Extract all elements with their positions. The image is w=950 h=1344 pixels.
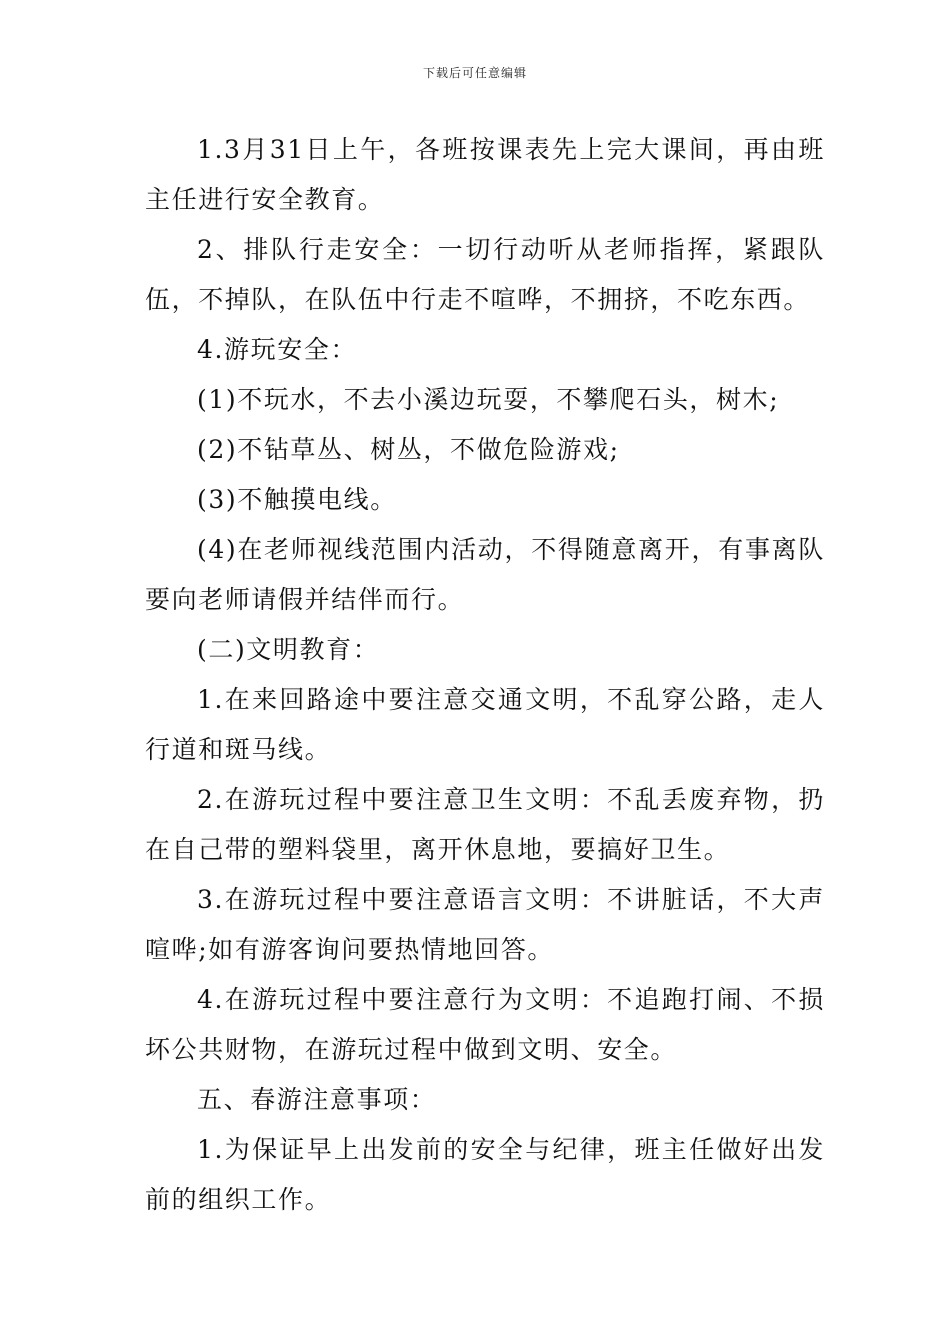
paragraph-play-safety-heading: 4.游玩安全： [197,335,358,364]
document-body [145,125,825,1225]
paragraph-safety-class-time: 1.3月31日上午，各班按课表先上完大课间，再由班主任进行安全教育。 [145,135,825,214]
paragraph-rule-2: (2)不钻草丛、树丛，不做危险游戏; [197,435,620,464]
section-heading-civility: (二)文明教育： [197,635,380,664]
page-header: 下载后可任意编辑 [422,66,527,80]
paragraph-departure-organization: 1.为保证早上出发前的安全与纪律，班主任做好出发前的组织工作。 [145,1135,825,1214]
paragraph-behavior-civility: 4.在游玩过程中要注意行为文明：不追跑打闹、不损坏公共财物，在游玩过程中做到文明、安全。 [145,985,825,1064]
paragraph-walking-safety: 2、排队行走安全：一切行动听从老师指挥，紧跟队伍，不掉队，在队伍中行走不喧哗，不拥挤，不吃东西。 [145,235,825,314]
paragraph-rule-1: (1)不玩水，不去小溪边玩耍，不攀爬石头，树木; [197,385,780,414]
paragraph-hygiene-civility: 2.在游玩过程中要注意卫生文明：不乱丢废弃物，扔在自己带的塑料袋里，离开休息地，要搞好卫生。 [145,785,825,864]
paragraph-traffic-civility: 1.在来回路途中要注意交通文明，不乱穿公路，走人行道和斑马线。 [145,685,825,764]
paragraph-rule-3: (3)不触摸电线。 [197,485,397,514]
paragraph-language-civility: 3.在游玩过程中要注意语言文明：不讲脏话，不大声喧哗;如有游客询问要热情地回答。 [145,885,825,964]
section-heading-notes: 五、春游注意事项： [197,1085,437,1114]
paragraph-rule-4: (4)在老师视线范围内活动，不得随意离开，有事离队要向老师请假并结伴而行。 [145,535,825,614]
